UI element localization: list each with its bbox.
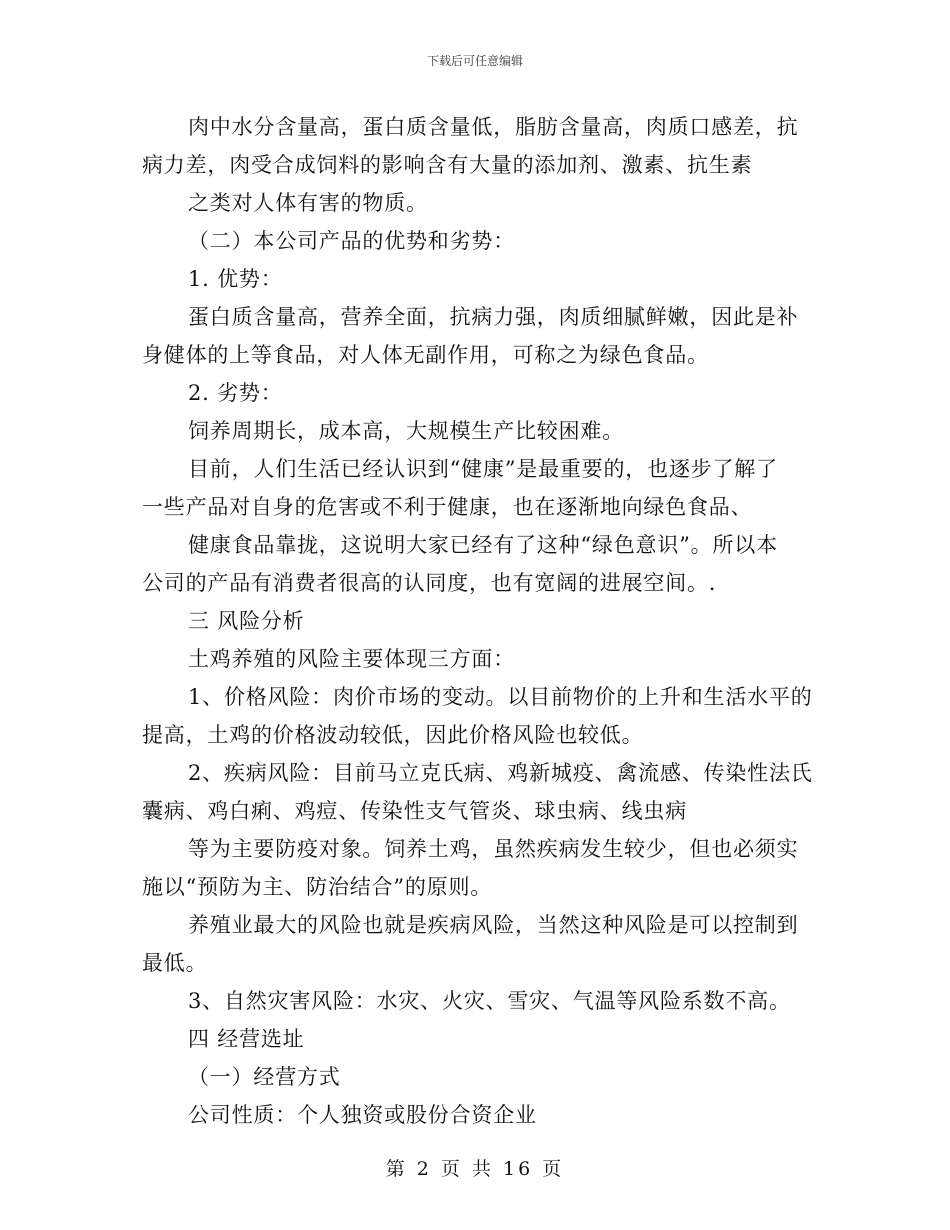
paragraph-line: 目前，人们生活已经认识到“健康”是最重要的，也逐步了解了 bbox=[188, 457, 778, 481]
subsection-heading: 2. 劣势： bbox=[188, 381, 283, 405]
paragraph-line: 最低。 bbox=[142, 951, 208, 975]
paragraph-line: 等为主要防疫对象。饲养土鸡，虽然疾病发生较少，但也必须实 bbox=[188, 837, 799, 861]
paragraph-line: 2、疾病风险：目前马立克氏病、鸡新城疫、禽流感、传染性法氏 bbox=[188, 761, 813, 785]
paragraph-line: 肉中水分含量高，蛋白质含量低，脂肪含量高，肉质口感差，抗 bbox=[188, 115, 799, 139]
paragraph-line: 身健体的上等食品，对人体无副作用，可称之为绿色食品。 bbox=[142, 343, 709, 367]
section-heading: 三 风险分析 bbox=[188, 609, 305, 633]
paragraph-line: 一些产品对自身的危害或不利于健康，也在逐渐地向绿色食品、 bbox=[142, 495, 753, 519]
paragraph-line: 公司性质：个人独资或股份合资企业 bbox=[188, 1103, 537, 1127]
section-heading: 四 经营选址 bbox=[188, 1027, 305, 1051]
paragraph-line: 饲养周期长，成本高，大规模生产比较困难。 bbox=[188, 419, 624, 443]
paragraph-line: 囊病、鸡白痢、鸡痘、传染性支气管炎、球虫病、线虫病 bbox=[142, 799, 687, 823]
paragraph-line: 施以“预防为主、防治结合”的原则。 bbox=[142, 875, 493, 899]
paragraph-line: 之类对人体有害的物质。 bbox=[188, 191, 428, 215]
paragraph-line: 健康食品靠拢，这说明大家已经有了这种“绿色意识”。所以本 bbox=[188, 533, 778, 557]
page-header: 下载后可任意编辑 bbox=[426, 54, 523, 68]
document-body bbox=[142, 108, 812, 1134]
paragraph-line: 病力差，肉受合成饲料的影响含有大量的添加剂、激素、抗生素 bbox=[142, 153, 753, 177]
page-footer: 第 2 页 共 16 页 bbox=[385, 1158, 565, 1180]
paragraph-line: 公司的产品有消费者很高的认同度，也有宽阔的进展空间。. bbox=[142, 571, 717, 595]
paragraph-line: 土鸡养殖的风险主要体现三方面： bbox=[188, 647, 515, 671]
paragraph-line: 蛋白质含量高，营养全面，抗病力强，肉质细腻鲜嫩，因此是补 bbox=[188, 305, 799, 329]
subsection-heading: 1. 优势： bbox=[188, 267, 283, 291]
paragraph-line: 3、自然灾害风险：水灾、火灾、雪灾、气温等风险系数不高。 bbox=[188, 989, 791, 1013]
section-heading: （二）本公司产品的优势和劣势： bbox=[188, 229, 515, 253]
subsection-heading: （一）经营方式 bbox=[188, 1065, 341, 1089]
paragraph-line: 1、价格风险：肉价市场的变动。以目前物价的上升和生活水平的 bbox=[188, 685, 813, 709]
paragraph-line: 养殖业最大的风险也就是疾病风险，当然这种风险是可以控制到 bbox=[188, 913, 799, 937]
paragraph-line: 提高，土鸡的价格波动较低，因此价格风险也较低。 bbox=[142, 723, 644, 747]
